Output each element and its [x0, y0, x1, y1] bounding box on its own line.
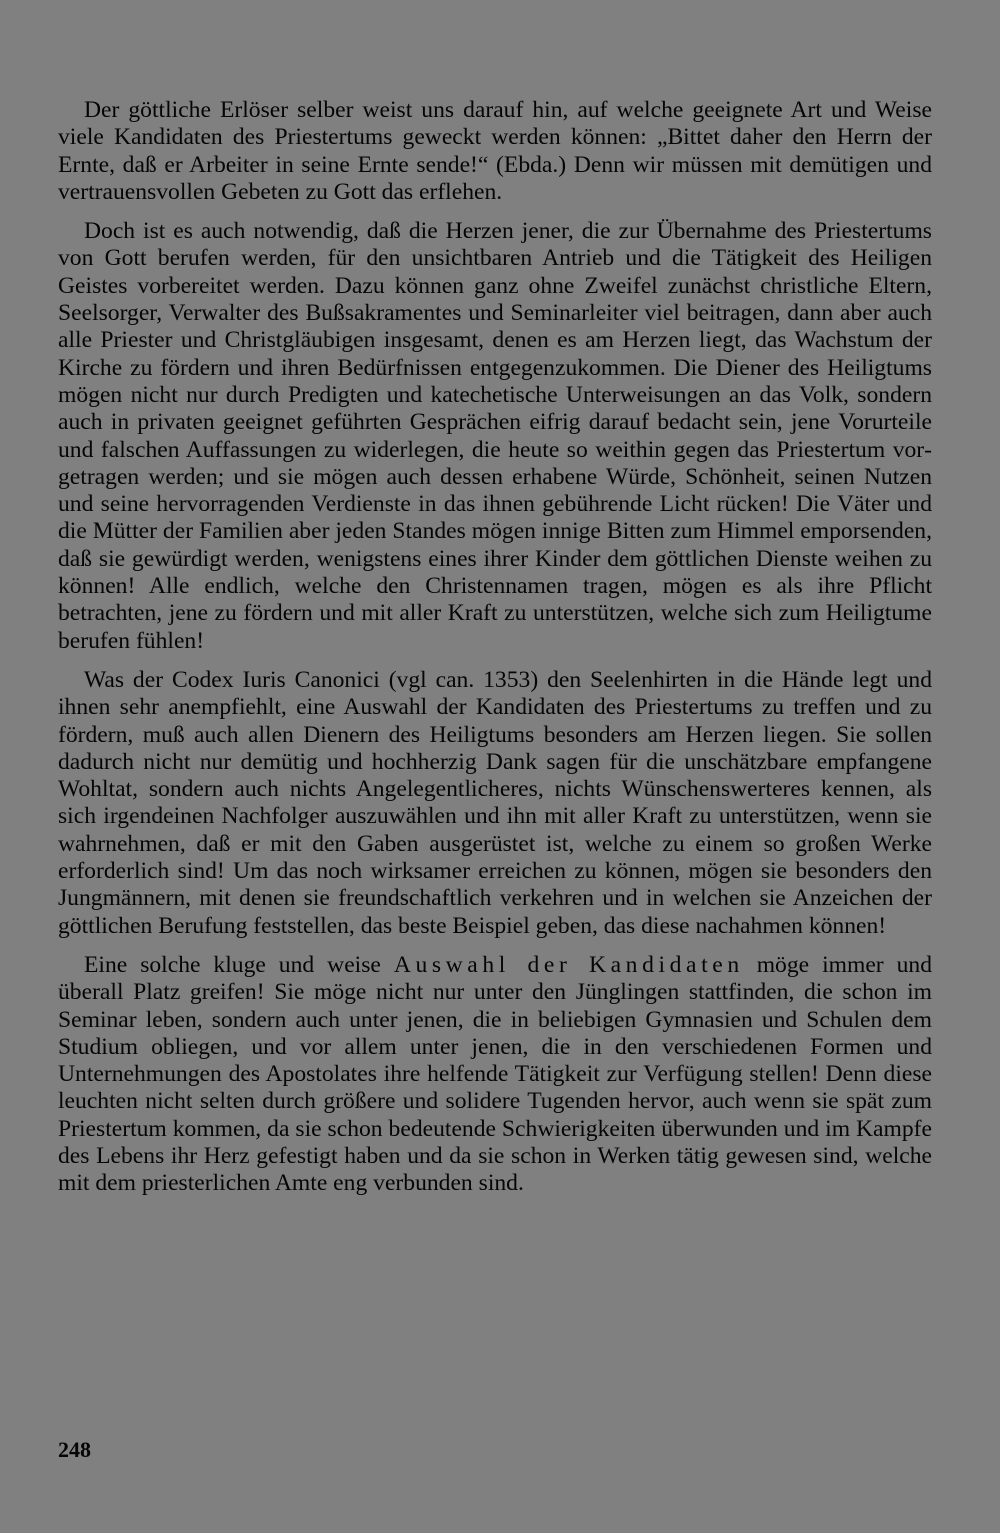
paragraph-3 [58, 667, 932, 940]
paragraph-3-text: Was der Codex Iuris Canonici (vgl can. 1353) den Seelenhirten in die Hände legt und ihnen sehr anempfiehlt, eine Auswahl der Kandidaten des Priestertums zu treffen und zu fördern, muß auch allen Dienern des Heiligtums besonders am Herzen liegen. Sie sollen dadurch nicht nur demütig und hochherzig Dank sagen für die unschätzbare empfangene Wohltat, sondern auch nichts Angelegentlicheres, nichts Wünschenswerteres kennen, als sich irgendeinen Nachfolger auszuwählen und ihn mit aller Kraft zu unterstützen, wenn sie wahrnehmen, daß er mit den Gaben ausgerüstet ist, welche zu einem so großen Werke erforderlich sind! Um das noch wirksamer erreichen zu können, mögen sie besonders den Jungmännern, mit denen sie freundschaftlich verkehren und in welchen sie Anzeichen der göttlichen Berufung feststellen, das beste Beispiel geben, das diese nachahmen können! [58, 666, 932, 939]
paragraph-1 [58, 97, 932, 206]
paragraph-2 [58, 218, 932, 655]
emphasized-spaced-text: Auswahl der Kandidaten [393, 951, 744, 978]
paragraph-4-text-start: Eine solche kluge und weise [84, 951, 394, 978]
body-text [58, 97, 932, 1198]
paragraph-4-text-end: möge immer und überall Platz greifen! Sie möge nicht nur unter den Jünglingen stattfinden, die schon im Seminar leben, sondern auch unter jenen, die in beliebigen Gymnasien und Schulen dem Studium obliegen, und vor allem unter jenen, die in den verschiedenen Formen und Unternehmungen des Apostolates ihre helfende Tätigkeit zur Verfügung stellen! Denn diese leuchten nicht selten durch größere und solidere Tugenden hervor, auch wenn sie spät zum Priestertum kommen, da sie schon bedeutende Schwierigkeiten überwunden und im Kampfe des Lebens ihr Herz gefestigt haben und da sie schon in Werken tätig gewesen sind, welche mit dem priesterlichen Amte eng verbunden sind. [58, 951, 933, 1197]
page-number: 248 [58, 1437, 91, 1462]
paragraph-2-text: Doch ist es auch notwendig, daß die Herzen jener, die zur Übernahme des Priestertums von Gott berufen werden, für den unsichtbaren Antrieb und die Tätigkeit des Heiligen Geistes vorbereitet werden. Dazu können ganz ohne Zweifel zunächst christliche Eltern, Seelsorger, Verwalter des Bußsakramentes und Seminarleiter viel beitragen, dann aber auch alle Priester und Christgläubigen insgesamt, denen es am Herzen liegt, das Wachstum der Kirche zu fördern und ihren Bedürfnissen entgegenzukommen. Die Diener des Heiligtums mögen nicht nur durch Predigten und katechetische Unterweisungen an das Volk, sondern auch in privaten geeignet geführten Gesprächen eifrig darauf bedacht sein, jene Vorurteile und falschen Auffassungen zu widerlegen, die heute so weithin gegen das Priestertum vorgetragen werden; und sie mögen auch dessen erhabene Würde, Schönheit, seinen Nutzen und seine hervorragenden Verdienste in das ihnen gebührende Licht rücken! Die Väter und die Mütter der Familien aber jeden Standes mögen innige Bitten zum Himmel emporsenden, daß sie gewürdigt werden, wenigstens eines ihrer Kinder dem göttlichen Dienste weihen zu können! Alle endlich, welche den Christennamen tragen, mögen es als ihre Pflicht betrachten, jene zu fördern und mit aller Kraft zu unterstützen, welche sich zum Heiligtume berufen fühlen! [58, 218, 932, 654]
paragraph-4 [58, 952, 932, 1198]
paragraph-1-text: Der göttliche Erlöser selber weist uns darauf hin, auf welche geeignete Art und Weise viele Kandidaten des Priestertums geweckt werden können: „Bittet daher den Herrn der Ernte, daß er Arbeiter in seine Ernte sende!“ (Ebda.) Denn wir müssen mit demütigen und vertrauensvollen Gebeten zu Gott das erflehen. [58, 97, 932, 205]
